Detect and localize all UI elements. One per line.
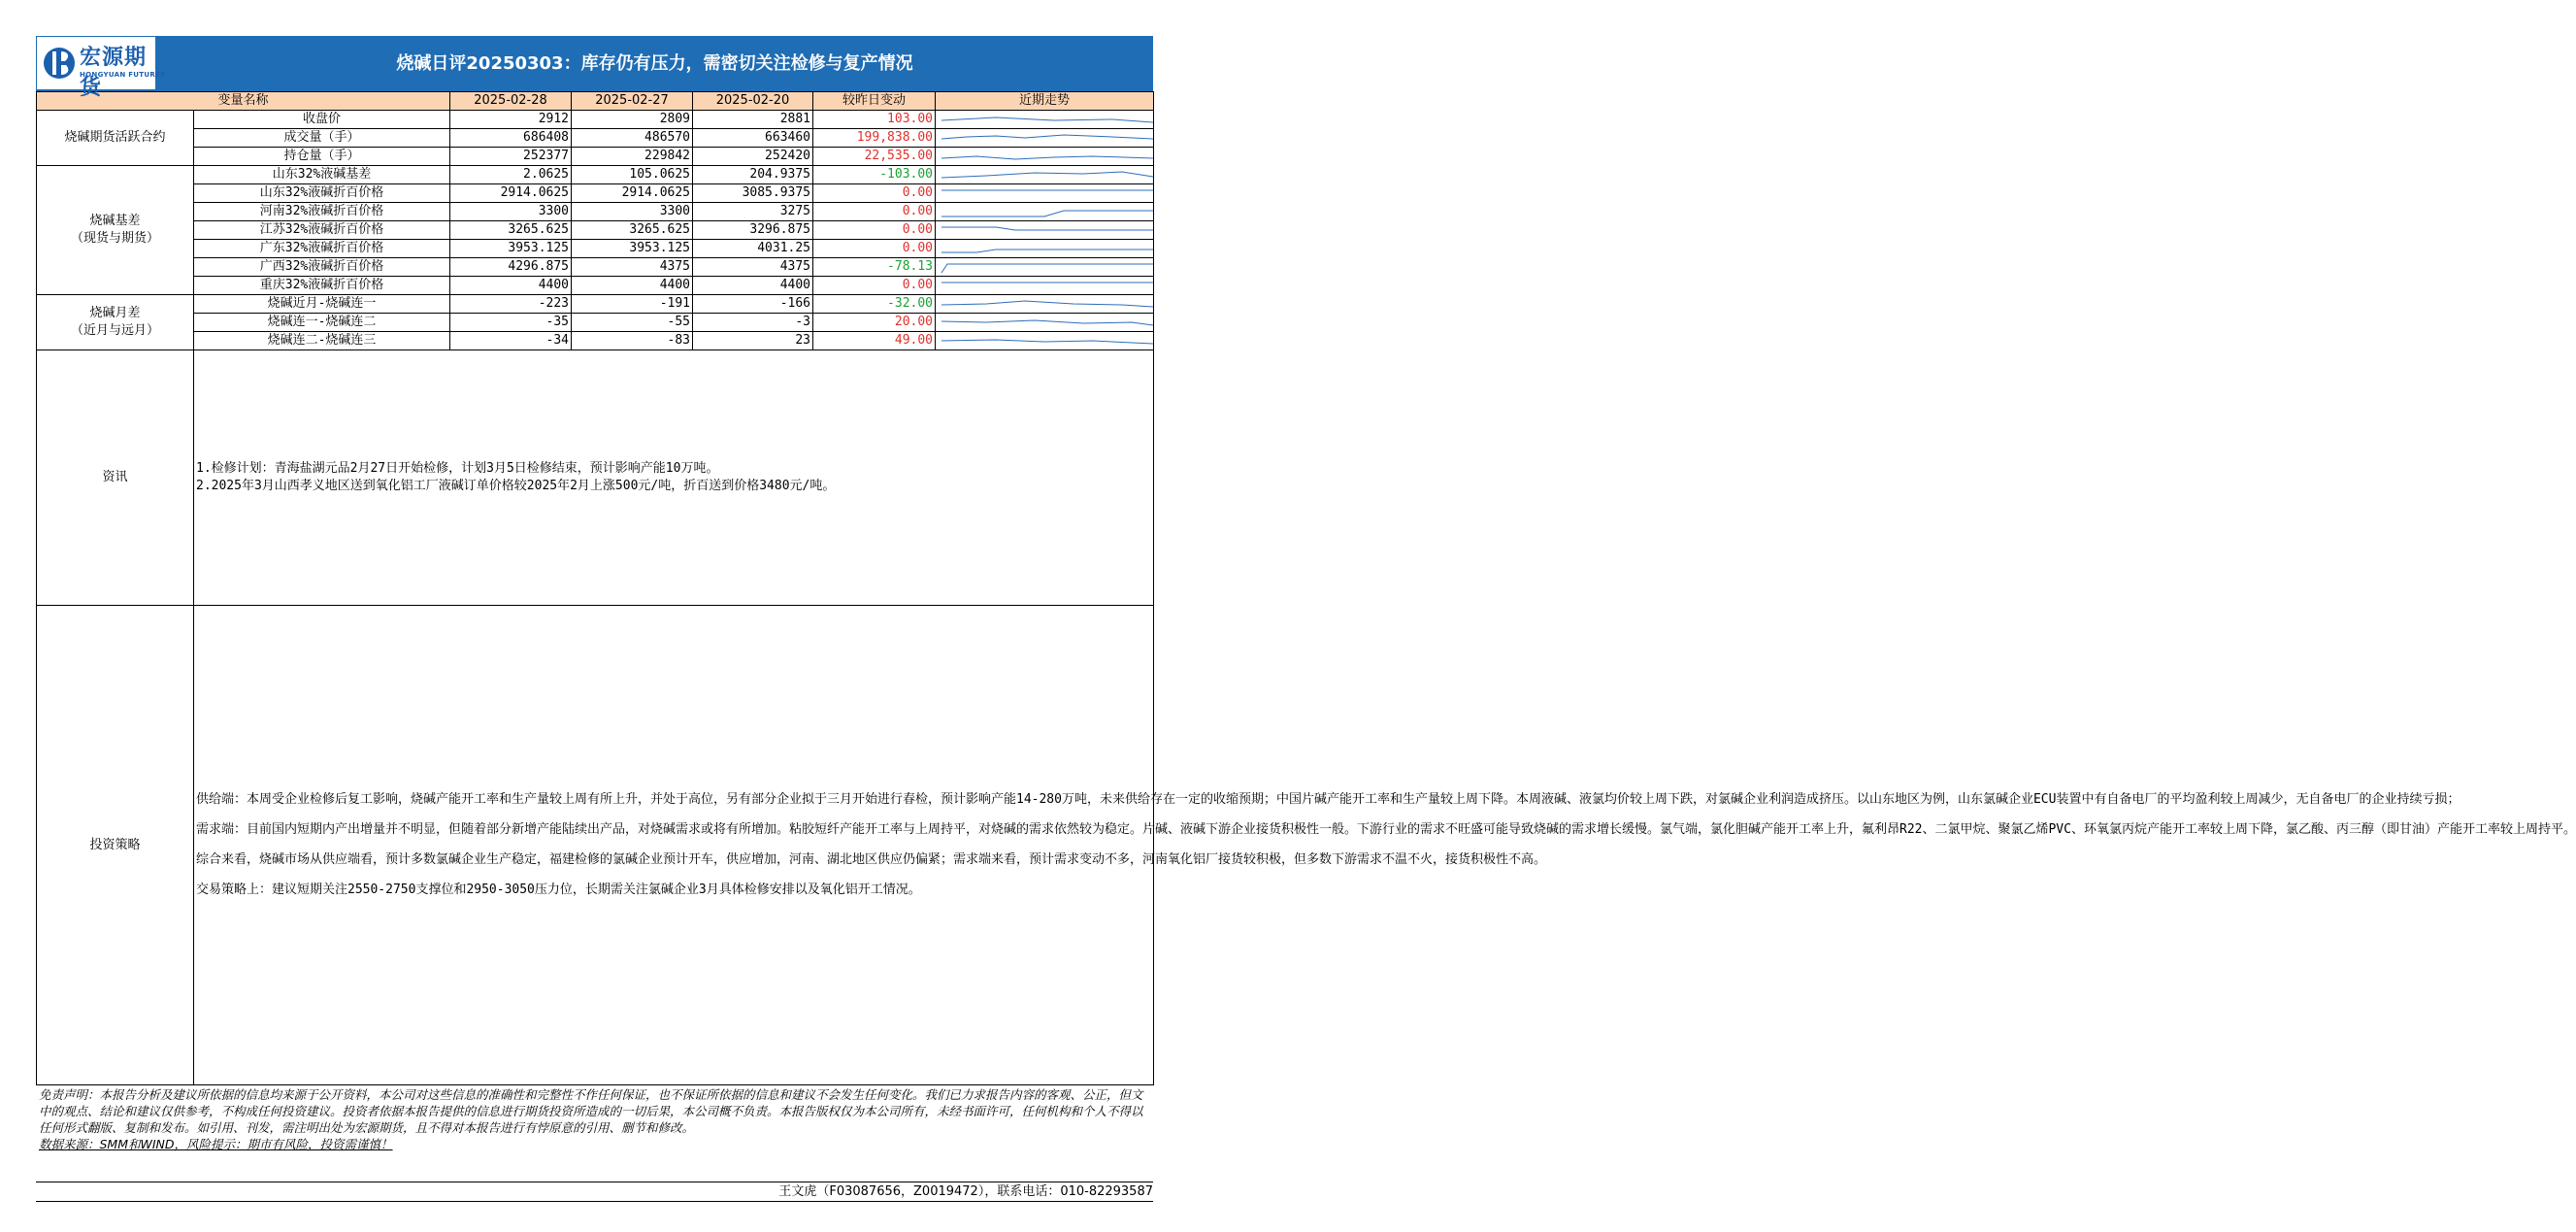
trend-sparkline: [936, 277, 1154, 295]
trend-sparkline: [936, 203, 1154, 221]
variable-name: 成交量（手）: [194, 129, 450, 148]
value-v3: -3: [693, 314, 813, 332]
value-v3: 4400: [693, 277, 813, 295]
value-v2: 105.0625: [572, 166, 693, 184]
value-v3: 4375: [693, 258, 813, 277]
value-v3: 663460: [693, 129, 813, 148]
strategy-label: 投资策略: [37, 606, 194, 1085]
value-v1: 4400: [450, 277, 572, 295]
value-v3: 3275: [693, 203, 813, 221]
variable-name: 山东32%液碱基差: [194, 166, 450, 184]
variable-name: 江苏32%液碱折百价格: [194, 221, 450, 240]
table-row: [37, 111, 1154, 129]
value-v2: 3953.125: [572, 240, 693, 258]
value-v3: 204.9375: [693, 166, 813, 184]
logo-english-text: HONGYUAN FUTURES: [80, 71, 166, 79]
value-v1: 4296.875: [450, 258, 572, 277]
table-row: [37, 332, 1154, 350]
value-v2: 229842: [572, 148, 693, 166]
variable-name: 河南32%液碱折百价格: [194, 203, 450, 221]
table-row: [37, 129, 1154, 148]
news-row: [37, 350, 1154, 606]
value-v3: 3085.9375: [693, 184, 813, 203]
table-row: [37, 258, 1154, 277]
data-table: [36, 91, 2576, 1085]
col-header-date3: 2025-02-20: [693, 92, 813, 111]
trend-sparkline: [936, 295, 1154, 314]
group-label-line: 烧碱基差: [89, 214, 141, 228]
col-header-variable: 变量名称: [37, 92, 450, 111]
company-logo: [36, 36, 166, 100]
table-row: [37, 240, 1154, 258]
value-v1: -223: [450, 295, 572, 314]
value-v1: 686408: [450, 129, 572, 148]
value-v1: -35: [450, 314, 572, 332]
strategy-summary: 综合来看，烧碱市场从供应端看，预计多数氯碱企业生产稳定，福建检修的氯碱企业预计开车，供应增加，河南、湖北地区供应仍偏紧；需求端来看，预计需求变动不多，河南氧化铝厂接货较积极，但多数下游需求不温不火，接货积极性不高。: [196, 852, 1547, 867]
trend-sparkline: [936, 240, 1154, 258]
data-source-note: 数据来源：SMM和WIND，风险提示：期市有风险，投资需谨慎！: [39, 1137, 393, 1151]
col-header-date2: 2025-02-27: [572, 92, 693, 111]
disclaimer-text: 免责声明：本报告分析及建议所依据的信息均来源于公开资料，本公司对这些信息的准确性和完整性不作任何保证，也不保证所依据的信息和建议不会发生任何变化。我们已力求报告内容的客观、公正，但文中的观点、结论和建议仅供参考，不构成任何投资建议。投资者依据本报告提供的信息进行期货投资所造成的一切后果，本公司概不负责。本报告版权仅为本公司所有，未经书面许可，任何机构和个人不得以任何形式翻版、复制和发布。如引用、刊发，需注明出处为宏源期货，且不得对本报告进行有悖原意的引用、删节和修改。: [39, 1087, 1143, 1135]
value-v2: 3265.625: [572, 221, 693, 240]
group-label-line: （近月与远月）: [70, 323, 159, 338]
table-row: [37, 277, 1154, 295]
value-v3: 2881: [693, 111, 813, 129]
trend-sparkline: [936, 332, 1154, 350]
value-v2: -55: [572, 314, 693, 332]
value-v1: 2914.0625: [450, 184, 572, 203]
analyst-contact: 王文虎（F03087656，Z0019472），联系电话：010-82293587: [36, 1182, 1153, 1202]
group-label-line: （现货与期货）: [70, 231, 159, 246]
table-row: [37, 148, 1154, 166]
table-row: [37, 184, 1154, 203]
news-line: 2.2025年3月山西孝义地区送到氧化铝工厂液碱订单价格较2025年2月上涨500元/吨，折百送到价格3480元/吨。: [196, 479, 836, 493]
strategy-content: [194, 606, 2576, 1085]
change-value: -78.13: [813, 258, 936, 277]
trend-sparkline: [936, 129, 1154, 148]
change-value: 0.00: [813, 240, 936, 258]
change-value: -32.00: [813, 295, 936, 314]
strategy-demand: 需求端：目前国内短期内产出增量并不明显，但随着部分新增产能陆续出产品，对烧碱需求或将有所增加。粘胶短纤产能开工率与上周持平，对烧碱的需求依然较为稳定。片碱、液碱下游企业接货积极性一般。下游行业的需求不旺盛可能导致烧碱的需求增长缓慢。氯气端，氯化胆碱产能开工率上升，氟利昂R22、二氯甲烷、聚氯乙烯PVC、环氧氯丙烷产能开工率较上周下降，氯乙酸、丙三醇（即甘油）产能开工率较上周持平。: [196, 822, 2576, 837]
variable-name: 山东32%液碱折百价格: [194, 184, 450, 203]
disclaimer: [36, 1085, 1153, 1182]
change-value: 20.00: [813, 314, 936, 332]
change-value: 22,535.00: [813, 148, 936, 166]
value-v3: 23: [693, 332, 813, 350]
value-v3: 252420: [693, 148, 813, 166]
group-label-futures: 烧碱期货活跃合约: [37, 111, 194, 166]
col-header-change: 较昨日变动: [813, 92, 936, 111]
strategy-trading: 交易策略上：建议短期关注2550-2750支撑位和2950-3050压力位，长期需关注氯碱企业3月具体检修安排以及氧化铝开工情况。: [196, 882, 921, 897]
value-v2: 486570: [572, 129, 693, 148]
value-v2: -83: [572, 332, 693, 350]
table-row: [37, 295, 1154, 314]
group-label-basis: [37, 166, 194, 295]
variable-name: 广西32%液碱折百价格: [194, 258, 450, 277]
variable-name: 收盘价: [194, 111, 450, 129]
table-row: [37, 203, 1154, 221]
report-title: 烧碱日评20250303：库存仍有压力，需密切关注检修与复产情况: [396, 53, 913, 74]
news-line: 1.检修计划：青海盐湖元品2月27日开始检修，计划3月5日检修结束，预计影响产能10万吨。: [196, 461, 719, 476]
change-value: 0.00: [813, 221, 936, 240]
trend-sparkline: [936, 314, 1154, 332]
change-value: 199,838.00: [813, 129, 936, 148]
variable-name: 烧碱连二-烧碱连三: [194, 332, 450, 350]
variable-name: 烧碱近月-烧碱连一: [194, 295, 450, 314]
table-row: [37, 314, 1154, 332]
group-label-line: 烧碱月差: [89, 306, 141, 320]
report-header: [36, 36, 1153, 100]
value-v1: 2912: [450, 111, 572, 129]
value-v3: 3296.875: [693, 221, 813, 240]
news-label: 资讯: [37, 350, 194, 606]
value-v1: 3265.625: [450, 221, 572, 240]
change-value: -103.00: [813, 166, 936, 184]
col-header-trend: 近期走势: [936, 92, 1154, 111]
value-v2: -191: [572, 295, 693, 314]
value-v2: 2914.0625: [572, 184, 693, 203]
hongyuan-logo-icon: [43, 43, 76, 83]
value-v2: 2809: [572, 111, 693, 129]
trend-sparkline: [936, 258, 1154, 277]
change-value: 0.00: [813, 184, 936, 203]
value-v2: 4400: [572, 277, 693, 295]
trend-sparkline: [936, 148, 1154, 166]
news-content: [194, 350, 1154, 606]
variable-name: 广东32%液碱折百价格: [194, 240, 450, 258]
group-label-spread: [37, 295, 194, 350]
col-header-date1: 2025-02-28: [450, 92, 572, 111]
logo-chinese-text: 宏源期货: [80, 46, 148, 100]
value-v1: 3300: [450, 203, 572, 221]
strategy-row: [37, 606, 1154, 1085]
variable-name: 重庆32%液碱折百价格: [194, 277, 450, 295]
variable-name: 烧碱连一-烧碱连二: [194, 314, 450, 332]
strategy-supply: 供给端：本周受企业检修后复工影响，烧碱产能开工率和生产量较上周有所上升，并处于高位，另有部分企业拟于三月开始进行春检，预计影响产能14-280万吨，未来供给存在一定的收缩预期；中国片碱产能开工率和生产量较上周下降。本周液碱、液氯均价较上周下跌，对氯碱企业利润造成挤压。以山东地区为例，山东氯碱企业ECU装置中有自备电厂的平均盈利较上周减少，无自备电厂的企业持续亏损；: [196, 792, 2460, 807]
table-row: [37, 221, 1154, 240]
value-v1: 252377: [450, 148, 572, 166]
change-value: 103.00: [813, 111, 936, 129]
trend-sparkline: [936, 111, 1154, 129]
change-value: 0.00: [813, 203, 936, 221]
change-value: 0.00: [813, 277, 936, 295]
table-row: [37, 166, 1154, 184]
trend-sparkline: [936, 184, 1154, 203]
table-header-row: [37, 92, 1154, 111]
value-v2: 4375: [572, 258, 693, 277]
variable-name: 持仓量（手）: [194, 148, 450, 166]
value-v1: 3953.125: [450, 240, 572, 258]
change-value: 49.00: [813, 332, 936, 350]
value-v1: -34: [450, 332, 572, 350]
value-v3: -166: [693, 295, 813, 314]
trend-sparkline: [936, 221, 1154, 240]
value-v3: 4031.25: [693, 240, 813, 258]
value-v1: 2.0625: [450, 166, 572, 184]
value-v2: 3300: [572, 203, 693, 221]
report-sheet: [36, 36, 2576, 1202]
trend-sparkline: [936, 166, 1154, 184]
